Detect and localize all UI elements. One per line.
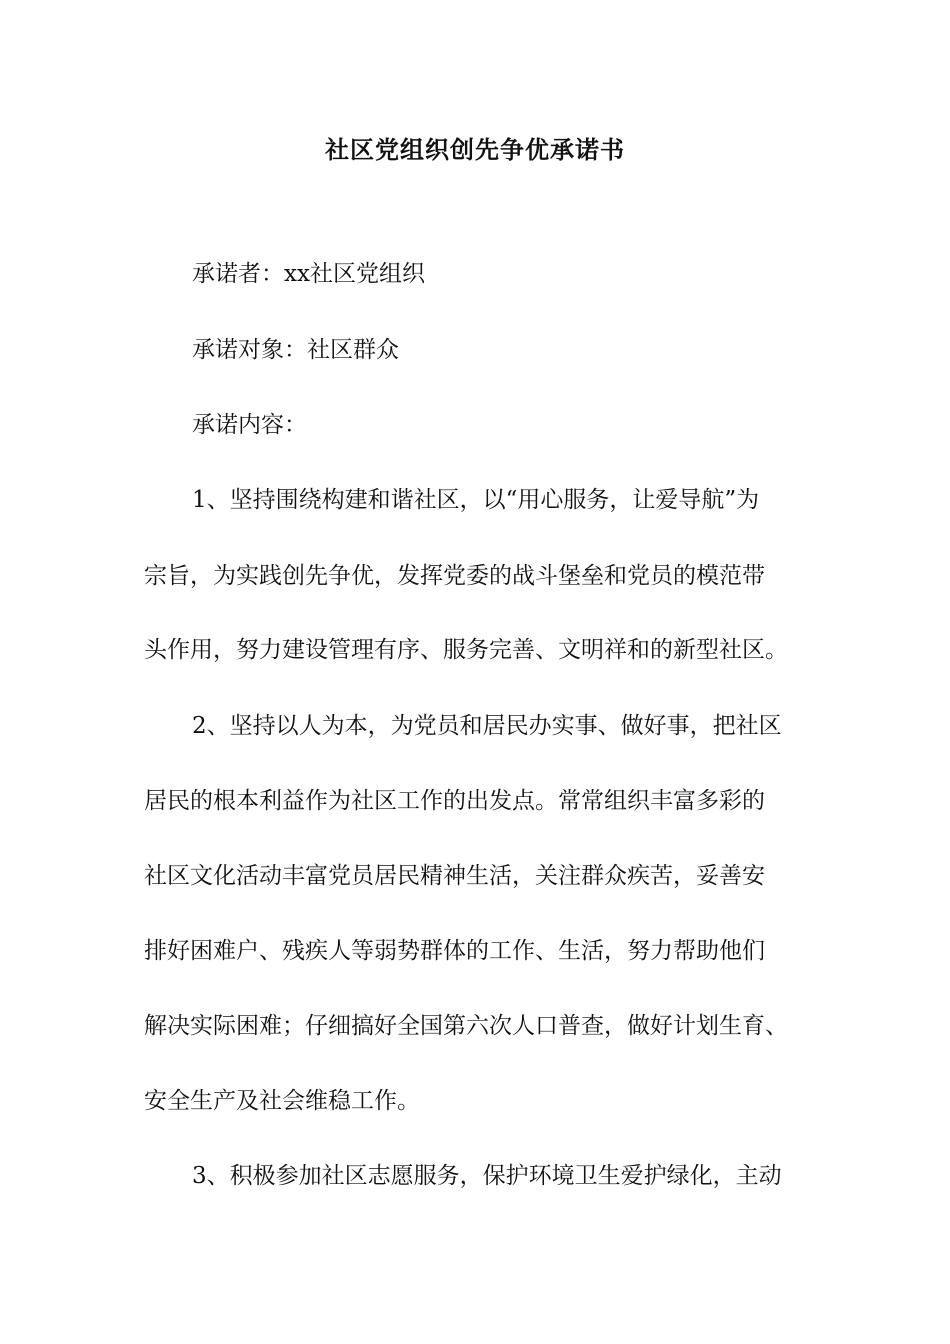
content-label: 承诺内容： (192, 412, 307, 438)
promiser-line: 承诺者：xx社区党组织 (192, 261, 425, 287)
paragraph-2-line-3: 社区文化活动丰富党员居民精神生活，关注群众疾苦，妥善安 (144, 863, 765, 889)
paragraph-1-line-1: 1、坚持围绕构建和谐社区，以“用心服务，让爱导航”为 (192, 487, 760, 513)
target-line: 承诺对象：社区群众 (192, 337, 399, 363)
paragraph-1-line-3: 头作用，努力建设管理有序、服务完善、文明祥和的新型社区。 (144, 637, 788, 663)
paragraph-2-line-2: 居民的根本利益作为社区工作的出发点。常常组织丰富多彩的 (144, 788, 765, 814)
document-title: 社区党组织创先争优承诺书 (325, 135, 625, 164)
paragraph-3-line-1: 3、积极参加社区志愿服务，保护环境卫生爱护绿化，主动 (192, 1163, 782, 1189)
paragraph-2-line-6: 安全生产及社会维稳工作。 (144, 1088, 420, 1114)
paragraph-2-line-5: 解决实际困难；仔细搞好全国第六次人口普查，做好计划生育、 (144, 1013, 788, 1039)
paragraph-2-line-4: 排好困难户、残疾人等弱势群体的工作、生活，努力帮助他们 (144, 938, 765, 964)
paragraph-1-line-2: 宗旨，为实践创先争优，发挥党委的战斗堡垒和党员的模范带 (144, 563, 765, 589)
paragraph-2-line-1: 2、坚持以人为本，为党员和居民办实事、做好事，把社区 (192, 713, 782, 739)
